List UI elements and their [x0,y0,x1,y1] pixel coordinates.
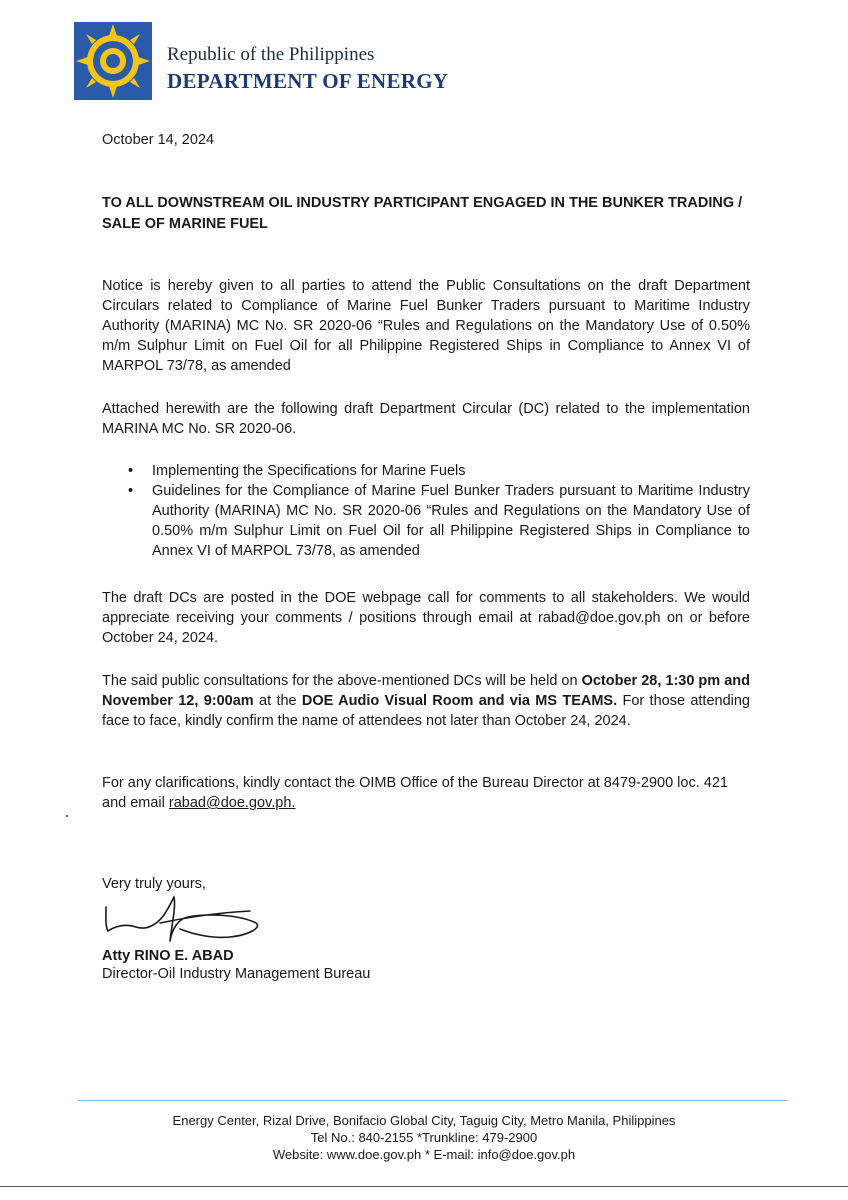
doe-seal-logo [74,22,152,100]
footer [0,1112,848,1163]
schedule-dates: October 28, 1:30 pm and November 12, 9:00am [102,673,750,709]
schedule-text: For those attending face to face, kindly confirm the name of attendees not later than October 24, 2024. [102,693,750,729]
paragraph-contact [102,773,750,813]
list-item [102,481,750,561]
paragraph-notice: Notice is hereby given to all parties to attend the Public Consultations on the draft Department Circulars related to Compliance of Marine Fuel Bunker Traders pursuant to Maritime Industry Authority (MARINA) MC No. SR 2020-06 “Rules and Regulations on the Mandatory Use of 0.50% m/m Sulphur Limit on Fuel Oil for all Philippine Registered Ships in Compliance to Annex VI of MARPOL 73/78, as amended [102,278,750,374]
paragraph-comments: The draft DCs are posted in the DOE webpage call for comments to all stakeholders. We would appreciate receiving your comments / positions through email at rabad@doe.gov.ph on or before October 24, 2024. [102,590,750,646]
footer-web: Website: www.doe.gov.ph * E-mail: info@doe.gov.ph [272,1147,576,1162]
bullet-icon: • [128,483,134,499]
signer-title: Director-Oil Industry Management Bureau [102,966,371,982]
paragraph-schedule [102,671,750,731]
letter-date: October 14, 2024 [102,132,215,148]
footer-address: Energy Center, Rizal Drive, Bonifacio Global City, Taguig City, Metro Manila, Philippines [172,1113,676,1128]
contact-email-link[interactable]: rabad@doe.gov.ph. [168,795,296,811]
bullet-icon: • [128,463,134,479]
schedule-venue: DOE Audio Visual Room and via MS TEAMS. [301,693,618,709]
letter-addressee: TO ALL DOWNSTREAM OIL INDUSTRY PARTICIPANT ENGAGED IN THE BUNKER TRADING / SALE OF MARINE FUEL [102,195,743,232]
footer-phones: Tel No.: 840-2155 *Trunkline: 479-2900 [310,1130,538,1145]
signer-name: Atty RINO E. ABAD [102,948,234,964]
list-item [102,461,750,481]
list-item-text: Implementing the Specifications for Marine Fuels [152,463,466,479]
schedule-text: The said public consultations for the above-mentioned DCs will be held on [102,673,582,689]
paragraph-attached: Attached herewith are the following draft Department Circular (DC) related to the implementation MARINA MC No. SR 2020-06. [102,401,750,437]
contact-text: For any clarifications, kindly contact the OIMB Office of the Bureau Director at 8479-2900 loc. 421 and email [102,775,728,811]
handwritten-signature [100,893,270,953]
seal-text: DEPARTMENT OF ENERGY [89,36,136,59]
circular-list [102,461,750,561]
schedule-text: at the [253,693,302,709]
closing-salutation: Very truly yours, [102,876,206,892]
header-republic: Republic of the Philippines [167,44,375,65]
footer-divider [78,1100,788,1101]
header-department: DEPARTMENT OF ENERGY [167,69,449,93]
scan-speck [66,815,68,817]
list-item-text: Guidelines for the Compliance of Marine Fuel Bunker Traders pursuant to Maritime Industry Authority (MARINA) MC No. SR 2020-06 “Rules and Regulations on the Mandatory Use of 0.50% m/m Sulphur Limit on Fuel Oil for all Philippine Registered Ships in Compliance to Annex VI of MARPOL 73/78, as amended [152,483,750,559]
page-bottom-edge [0,1186,848,1187]
